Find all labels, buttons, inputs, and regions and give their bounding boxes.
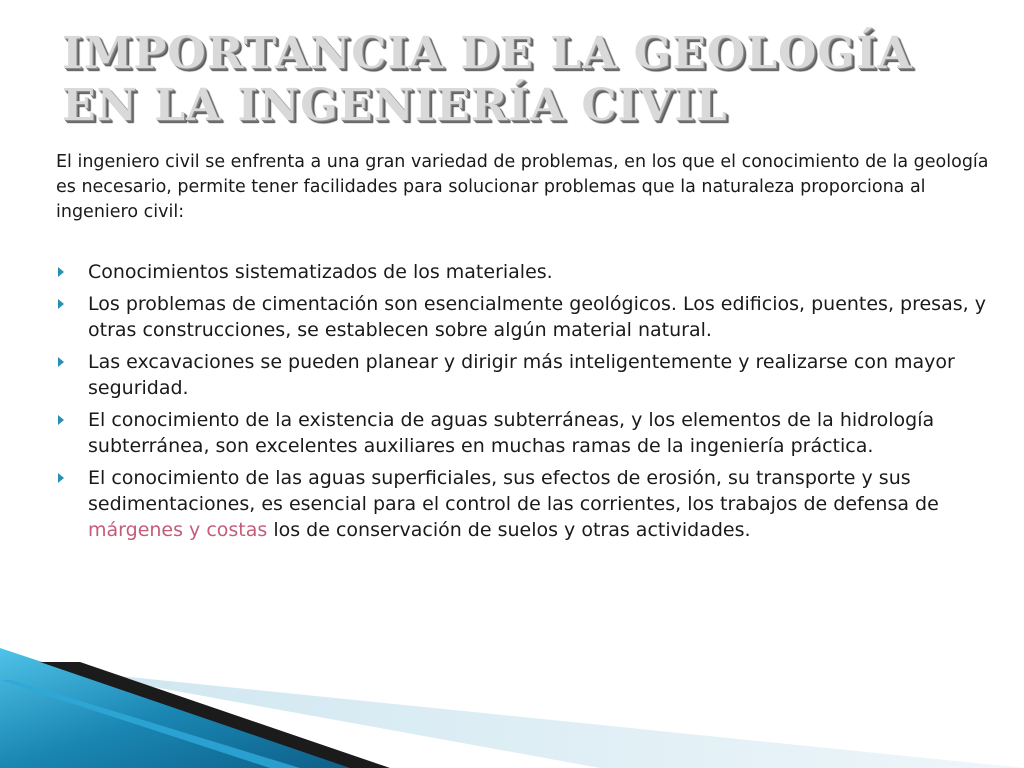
title-line-2: EN LA INGENIERÍA CIVIL xyxy=(62,80,728,131)
triangle-bullet-icon xyxy=(58,299,64,309)
bullet-item xyxy=(56,291,991,343)
corner-decoration xyxy=(0,620,1024,768)
title-line-1: IMPORTANCIA DE LA GEOLOGÍA xyxy=(62,28,913,79)
bullet-text-start: El conocimiento de las aguas superficiales, sus efectos de erosión, su transporte y sus sedimentaciones, es esencial para el control de las corrientes, los trabajos de defensa de xyxy=(88,467,939,515)
bullet-item xyxy=(56,349,991,401)
bullet-text-end: los de conservación de suelos y otras actividades. xyxy=(267,519,751,541)
slide-content xyxy=(56,150,991,549)
triangle-bullet-icon xyxy=(58,267,64,277)
bullet-text: Conocimientos sistematizados de los materiales. xyxy=(88,261,553,283)
bullet-item xyxy=(56,259,991,285)
bullet-text: Los problemas de cimentación son esencialmente geológicos. Los edificios, puentes, presas, y otras construcciones, se establecen sobre algún material natural. xyxy=(88,293,986,341)
triangle-bullet-icon xyxy=(58,473,64,483)
triangle-bullet-icon xyxy=(58,415,64,425)
bullet-item xyxy=(56,465,991,543)
slide-title xyxy=(62,28,992,132)
intro-paragraph: El ingeniero civil se enfrenta a una gran variedad de problemas, en los que el conocimiento de la geología es necesario, permite tener facilidades para solucionar problemas que la naturaleza proporciona al ingeniero civil: xyxy=(56,152,989,222)
triangle-bullet-icon xyxy=(58,357,64,367)
bullet-list xyxy=(56,259,991,543)
bullet-item xyxy=(56,407,991,459)
bullet-text: Las excavaciones se pueden planear y dirigir más inteligentemente y realizarse con mayor seguridad. xyxy=(88,351,955,399)
bullet-text: El conocimiento de la existencia de aguas subterráneas, y los elementos de la hidrología subterránea, son excelentes auxiliares en muchas ramas de la ingeniería práctica. xyxy=(88,409,935,457)
highlighted-text: márgenes y costas xyxy=(88,519,268,541)
